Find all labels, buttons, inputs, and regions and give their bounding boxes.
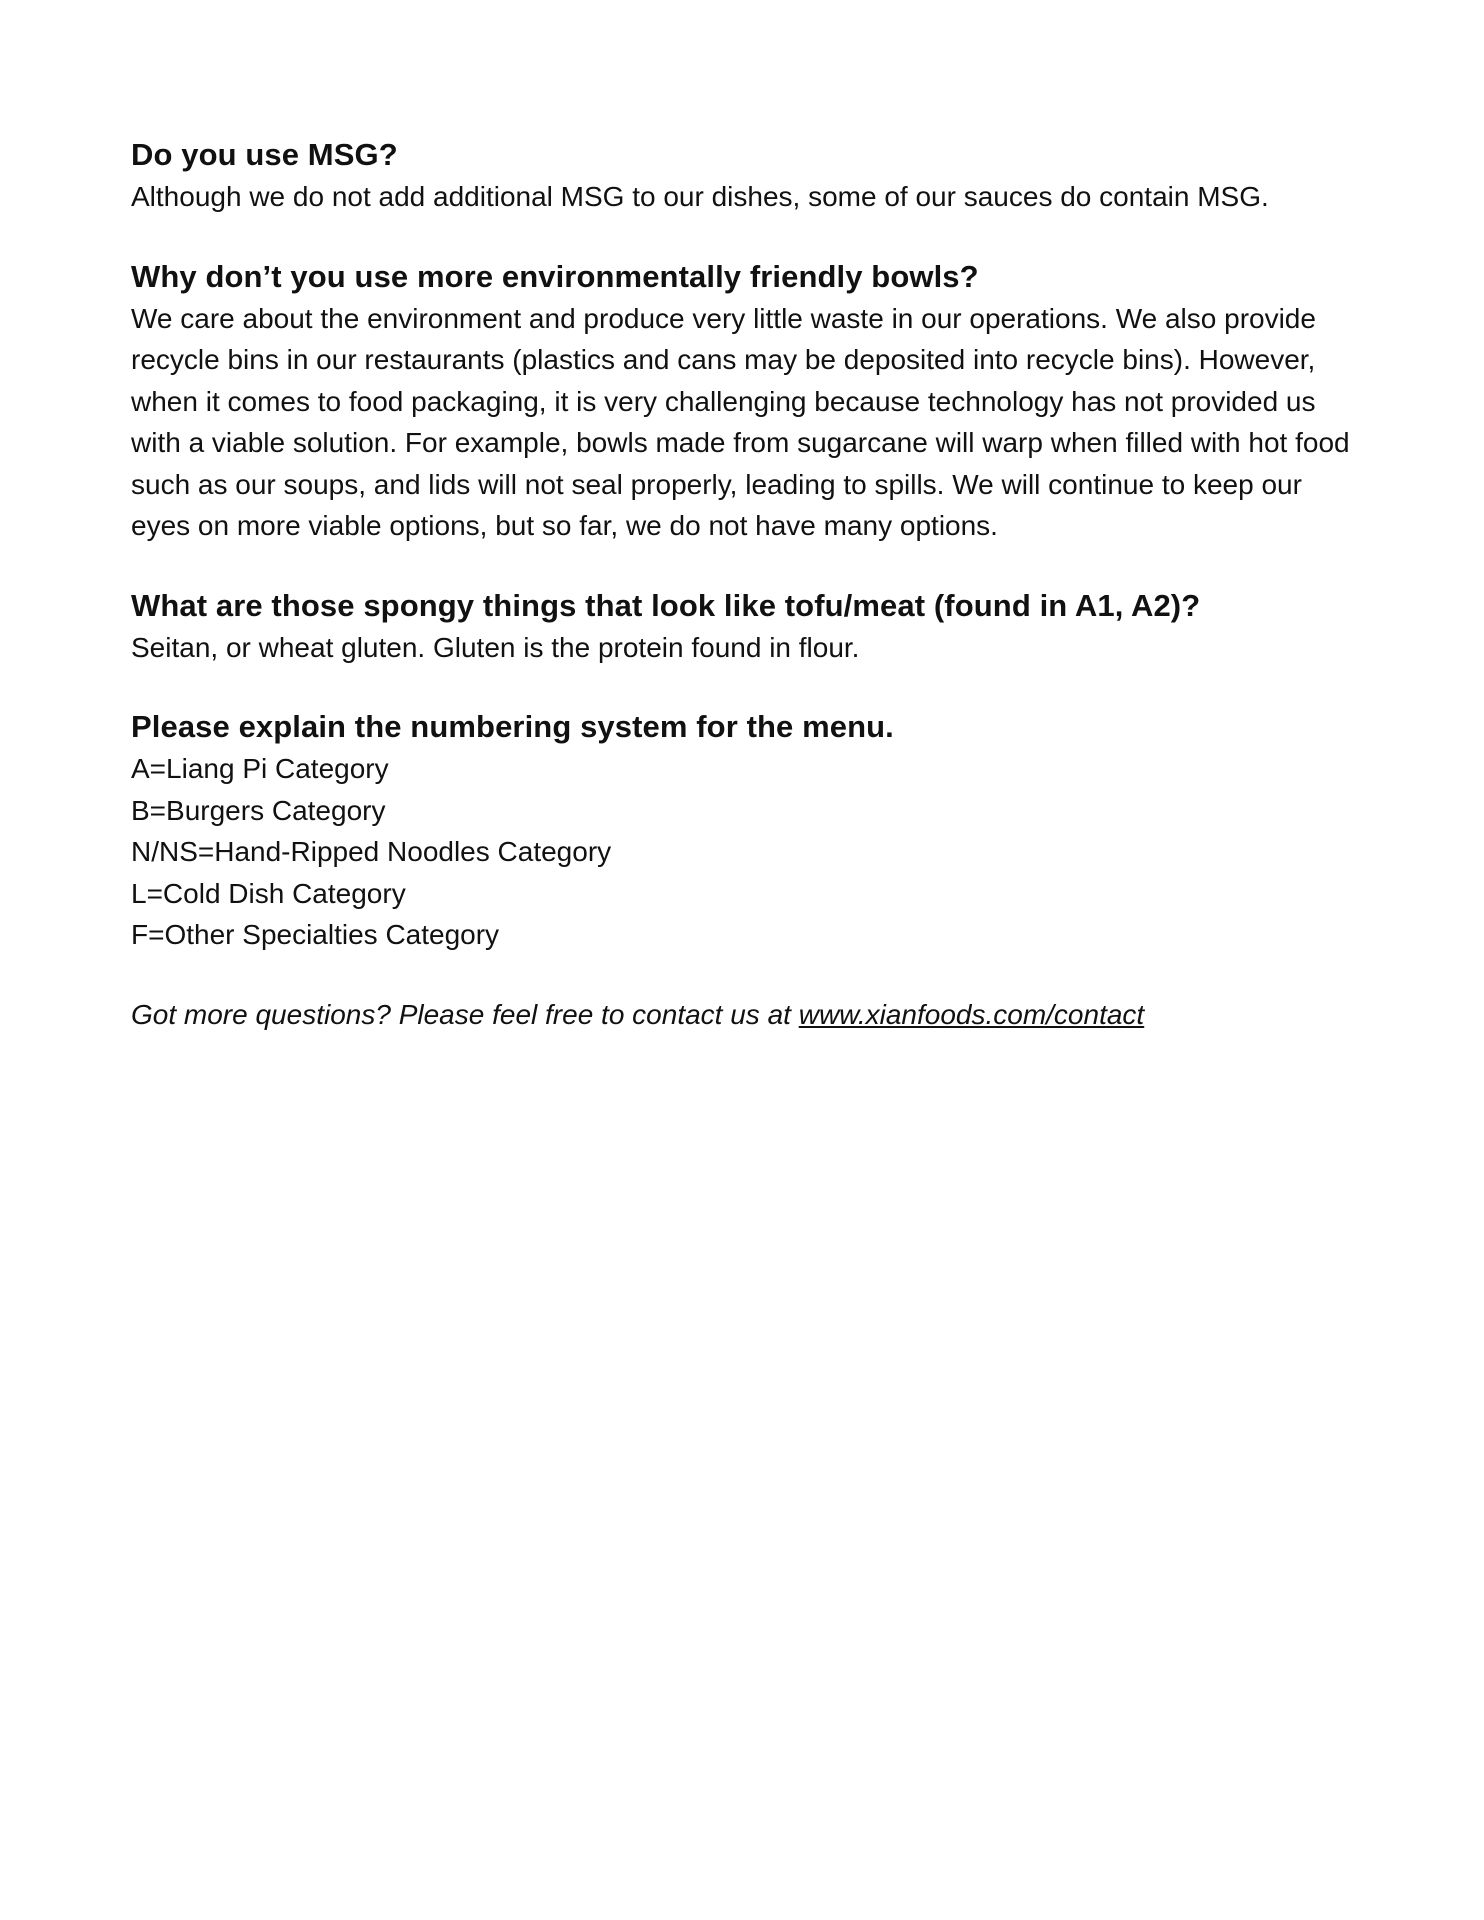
faq-question: What are those spongy things that look like tofu/meat (found in A1, A2)?	[131, 587, 1201, 623]
menu-category-item: L=Cold Dish Category	[131, 877, 406, 909]
faq-answer: Seitan, or wheat gluten. Gluten is the protein found in flour.	[131, 631, 860, 663]
faq-msg	[131, 134, 1361, 218]
menu-category-item: B=Burgers Category	[131, 794, 386, 826]
faq-question: Please explain the numbering system for the menu.	[131, 709, 894, 744]
menu-category-list	[131, 748, 1361, 956]
faq-answer: Although we do not add additional MSG to our dishes, some of our sauces do contain MSG.	[131, 181, 1269, 212]
faq-question: Why don’t you use more environmentally friendly bowls?	[131, 258, 979, 294]
faq-question: Do you use MSG?	[131, 137, 398, 172]
faq-numbering	[131, 706, 1361, 956]
contact-line	[131, 994, 1361, 1036]
faq-answer: We care about the environment and produce very little waste in our operations. We also provide recycle bins in our restaurants (plastics and cans may be deposited into recycle bins). However, when it comes to food packaging, it is very challenging because technology has not provided us with a viable solution. For example, bowls made from sugarcane will warp when filled with hot food such as our soups, and lids will not seal properly, leading to spills. We will continue to keep our eyes on more viable options, but so far, we do not have many options.	[131, 302, 1350, 541]
faq-bowls	[131, 256, 1361, 547]
faq-seitan	[131, 585, 1361, 669]
faq-document	[131, 134, 1361, 1035]
menu-category-item: F=Other Specialties Category	[131, 919, 500, 950]
menu-category-item: N/NS=Hand-Ripped Noodles Category	[131, 836, 612, 867]
contact-link[interactable]: www.xianfoods.com/contact	[798, 998, 1145, 1030]
menu-category-item: A=Liang Pi Category	[131, 753, 389, 784]
contact-text: Got more questions? Please feel free to contact us at	[131, 998, 799, 1030]
